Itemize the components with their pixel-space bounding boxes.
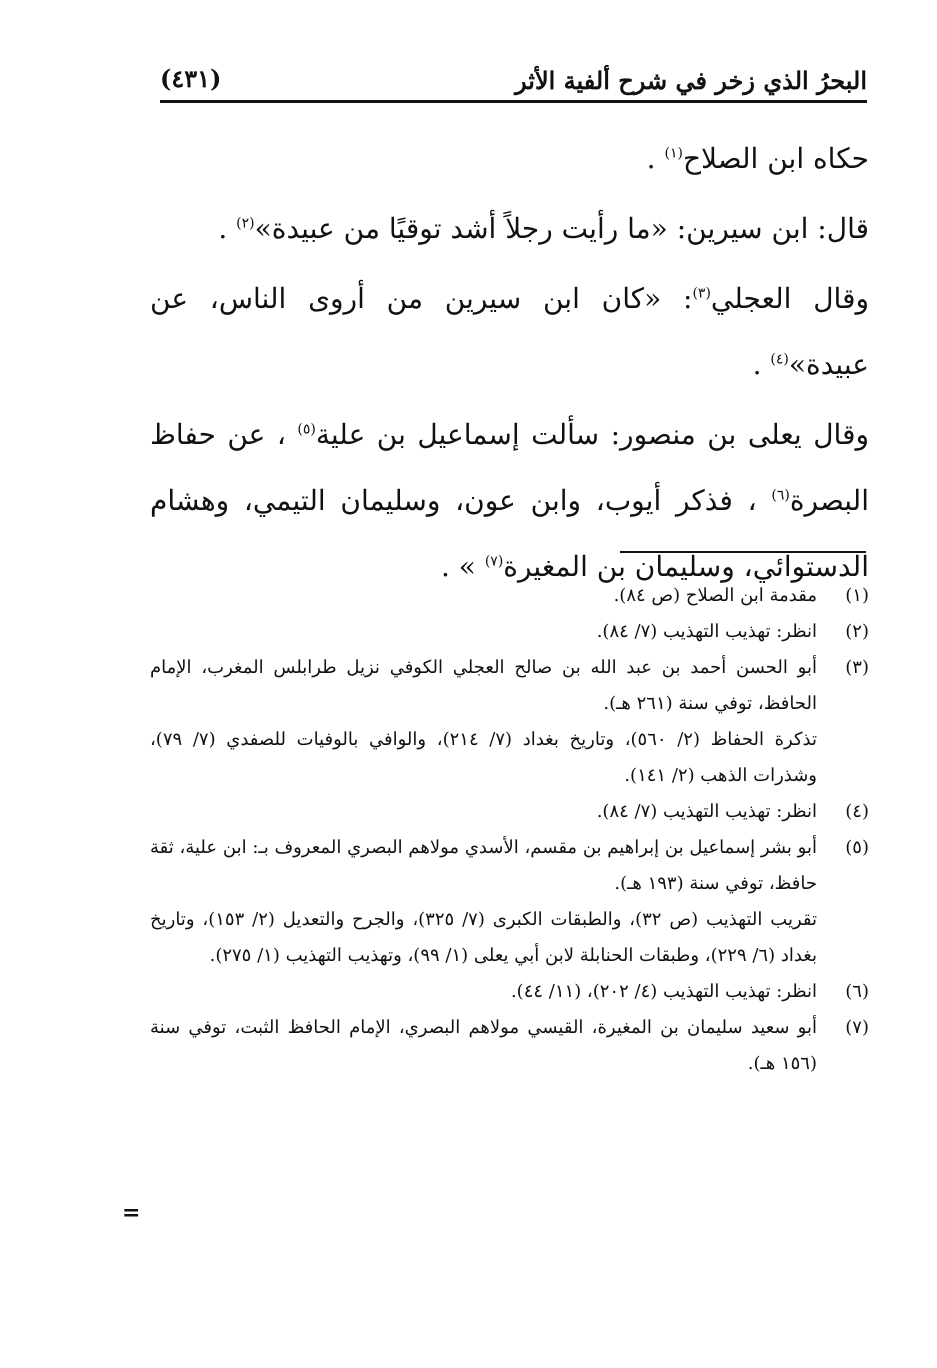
paragraph-text: حكاه ابن الصلاح bbox=[682, 142, 869, 175]
footnote-number: (١) bbox=[845, 585, 869, 606]
footnote-number: (٤) bbox=[845, 801, 869, 822]
footnote-line: تقريب التهذيب (ص ٣٢)، والطبقات الكبرى (٧/ ٣٢٥)، والجرح والتعديل (٢/ ١٥٣)، وتاريخ بغداد (٦/ ٢٢٩)، وطبقات الحنابلة لابن أبي يعلى (١/ ٩٩)، وتهذيب التهذيب (١/ ٢٧٥). bbox=[150, 909, 818, 966]
footnote-body bbox=[150, 578, 817, 614]
paragraph-end: » . bbox=[440, 550, 485, 583]
footnote-4 bbox=[150, 794, 869, 830]
footnote-number: (٣) bbox=[845, 657, 869, 678]
footnotes bbox=[150, 578, 869, 1082]
paragraph-3 bbox=[150, 266, 869, 398]
footnote-body bbox=[150, 830, 817, 974]
footnote-body bbox=[150, 1010, 817, 1082]
footnote-number: (٥) bbox=[845, 837, 869, 858]
paragraph-end: . bbox=[752, 348, 771, 381]
footnote-line: انظر: تهذيب التهذيب (٧/ ٨٤). bbox=[596, 801, 817, 822]
footnote-line: انظر: تهذيب التهذيب (٤/ ٢٠٢)، (١١/ ٤٤). bbox=[510, 981, 817, 1002]
page-number: (٤٣١) bbox=[160, 64, 222, 93]
paragraph-text: : «كان ابن سيرين من أروى الناس، عن عبيدة» bbox=[150, 282, 869, 381]
paragraph-end: . bbox=[646, 142, 665, 175]
footnote-7 bbox=[150, 1010, 869, 1082]
footnote-ref-1: (١) bbox=[664, 145, 683, 162]
main-text bbox=[150, 126, 869, 604]
footnote-6 bbox=[150, 974, 869, 1010]
footnote-line: أبو الحسن أحمد بن عبد الله بن صالح العجلي الكوفي نزيل طرابلس المغرب، الإمام الحافظ، توفي سنة (٢٦١ هـ). bbox=[150, 657, 817, 714]
footnote-2 bbox=[150, 614, 869, 650]
footnote-line: مقدمة ابن الصلاح (ص ٨٤). bbox=[613, 585, 817, 606]
footnote-body bbox=[150, 650, 817, 794]
footnote-line: أبو سعيد سليمان بن المغيرة، القيسي مولاهم البصري، الإمام الحافظ الثبت، توفي سنة (١٥٦ هـ). bbox=[150, 1017, 817, 1074]
footnote-separator bbox=[620, 551, 866, 553]
paragraph-1 bbox=[150, 126, 869, 192]
paragraph-text: ، فذكر أيوب، وابن عون، وسليمان التيمي، وهشام الدستوائي، وسليمان بن المغيرة bbox=[150, 484, 869, 583]
paragraph-text: وقال العجلي bbox=[710, 282, 869, 315]
footnote-line: انظر: تهذيب التهذيب (٧/ ٨٤). bbox=[596, 621, 817, 642]
footnote-ref-3: (٣) bbox=[692, 285, 711, 302]
paragraph-4 bbox=[150, 402, 869, 600]
footnote-number: (٧) bbox=[845, 1017, 869, 1038]
footnote-ref-7: (٧) bbox=[484, 553, 504, 570]
paragraph-text: وقال يعلى بن منصور: سألت إسماعيل بن علية bbox=[315, 418, 869, 451]
paragraph-text: قال: ابن سيرين: «ما رأيت رجلاً أشد توقيًا من عبيدة» bbox=[254, 212, 869, 245]
footnote-line: تذكرة الحفاظ (٢/ ٥٦٠)، وتاريخ بغداد (٧/ ٢١٤)، والوافي بالوفيات للصفدي (٧/ ٧٩)، وشذرات الذهب (٢/ ١٤١). bbox=[150, 729, 818, 786]
footnote-line: أبو بشر إسماعيل بن إبراهيم بن مقسم، الأسدي مولاهم البصري المعروف بـ: ابن علية، ثقة حافظ، توفي سنة (١٩٣ هـ). bbox=[150, 837, 817, 894]
continuation-mark: = bbox=[122, 1200, 141, 1226]
footnote-body bbox=[150, 794, 817, 830]
footnote-ref-4: (٤) bbox=[770, 351, 789, 368]
paragraph-2 bbox=[150, 196, 869, 262]
running-title: البحرُ الذي زخر في شرح ألفية الأثر bbox=[515, 66, 867, 95]
footnote-5 bbox=[150, 830, 869, 974]
footnote-number: (٦) bbox=[845, 981, 869, 1002]
footnote-body bbox=[150, 974, 817, 1010]
footnote-body bbox=[150, 614, 817, 650]
footnote-ref-5: (٥) bbox=[297, 421, 316, 438]
header-rule bbox=[160, 100, 867, 103]
paragraph-text: ، عن حفاظ البصرة bbox=[150, 418, 869, 517]
footnote-number: (٢) bbox=[845, 621, 869, 642]
page-header bbox=[160, 60, 867, 102]
footnote-ref-6: (٦) bbox=[771, 487, 790, 504]
footnote-ref-2: (٢) bbox=[236, 215, 255, 232]
paragraph-end: . bbox=[218, 212, 237, 245]
footnote-3 bbox=[150, 650, 869, 794]
footnote-1 bbox=[150, 578, 869, 614]
